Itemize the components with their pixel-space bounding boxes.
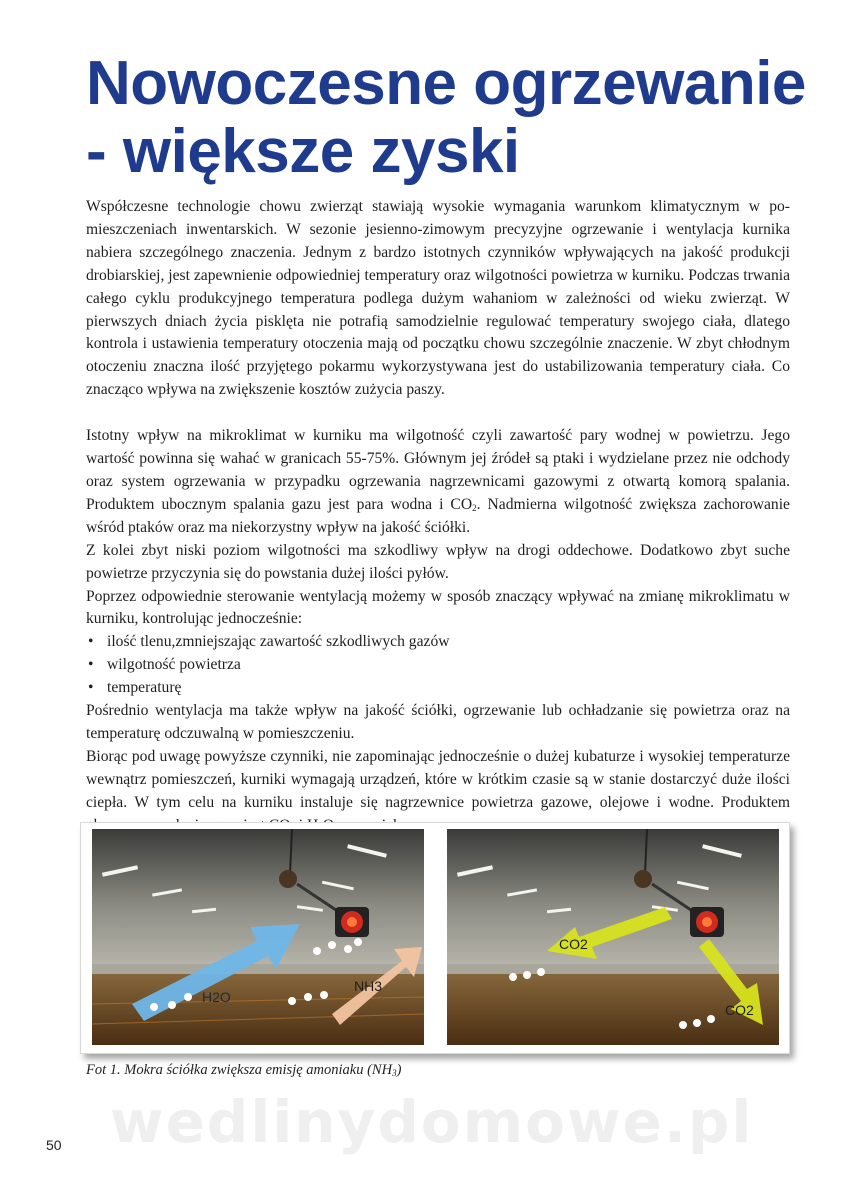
paragraph-4: Poprzez odpowiednie sterowanie wentylacją możemy w sposób znaczący wpływać na zmianę mikroklimatu w kurniku, kontrolując jednocześnie: <box>86 587 790 628</box>
photo-caption <box>86 1062 786 1079</box>
bullet-list <box>86 631 790 700</box>
paragraph-6-part-a: Biorąc pod uwagę powyższe czynniki, nie zapominając jednocześnie o dużej kubaturze i wysokiej temperaturze wewnątrz pomieszczeń, kurniki wymagają urządzeń, które w krótkim czasie są w stanie dostarczyć duże ilości ciepła. W tym celu na kurniku instaluje się nagrzewnice powietrza gazowe, olejowe i wodne. Produktem <box>86 747 790 811</box>
paragraph-3: Z kolei zbyt niski poziom wilgotności ma szkodliwy wpływ na drogi oddechowe. Dodatkowo zbyt suche powietrze przyczynia się do powstania dużej ilości pyłów. <box>86 541 790 582</box>
co2-label-top: CO2 <box>559 936 588 952</box>
paragraph-2 <box>86 425 790 540</box>
co2-label-bottom: CO2 <box>725 1002 754 1018</box>
barn-illustration-right <box>447 829 779 1045</box>
nh3-subscript: 3 <box>392 1068 397 1078</box>
caption-end: ) <box>396 1062 402 1078</box>
barn-illustration-left <box>92 829 424 1045</box>
page-title <box>86 50 806 186</box>
paragraph-2-part-a: Istotny wpływ na mikroklimat w kurniku ma wilgotność czyli zawartość pary wodnej w powietrzu. Jego wartość powinna się wahać w granicach 55-75%. Głównym jej źródeł są ptaki i wydzielane przez nie odchody oraz system ogrzewania w przypadku ogrzewania nagrzewnicami gazowymi z otwartą komorą spalania. Produktem ubocznym spalania gazu jest para wodna i CO <box>86 427 790 513</box>
photo-frame <box>80 822 790 1054</box>
photo-panel-humidity <box>92 829 424 1045</box>
page-number: 50 <box>46 1137 62 1153</box>
article-body <box>86 196 790 837</box>
title-line-2: - większe zyski <box>86 117 520 186</box>
co2-subscript: 2 <box>472 502 477 513</box>
caption-text: Fot 1. Mokra ściółka zwiększa emisję amoniaku (NH <box>86 1062 393 1078</box>
photo-panel-co2 <box>447 829 779 1045</box>
nh3-label: NH3 <box>354 978 383 994</box>
list-item: • ilość tlenu,zmniejszając zawartość szkodliwych gazów <box>86 631 790 654</box>
title-line-1: Nowoczesne ogrzewanie <box>86 49 806 118</box>
list-item: • temperaturę <box>86 677 790 700</box>
paragraph-1: Współczesne technologie chowu zwierząt stawiają wysokie wymagania warunkom klimatycznym w pomieszczeniach inwentarskich. W sezonie jesienno-zimowym precyzyjne ogrzewanie i wentylacja kurnika nabiera szczególnego znaczenia. Jednym z bardzo istotnych czynników wpływających na jakość produkcji drobiarskiej, jest zapewnienie odpowiedniej temperatury oraz wilgotności powietrza w kurniku. Podczas trwania całego cyklu produkcyjnego temperatura podlega dużym wahaniom w zależności od wieku zwierząt. W pierwszych dniach życia pisklęta nie potrafią samodzielnie regulować temperatury swojego ciała, dlatego kontrola i ustawienia temperatury otoczenia mają od początku chowu szczególnie znaczenie. W zbyt chłodnym otoczeniu znaczna ilość przyjętego pokarmu wykorzystywana jest do ustabilizowania temperatury ciała. Co znacząco wpływa na zwiększenie kosztów zużycia paszy. <box>86 198 790 399</box>
paragraph-2-part-b: . Nadmierna wilgotność zwiększa zachorowanie wśród ptaków oraz ma niekorzystny wpływ na jakość ściółki. <box>86 495 790 536</box>
paragraph-5: Pośrednio wentylacja ma także wpływ na jakość ściółki, ogrzewanie lub ochładzanie się powietrza oraz na temperaturę odczuwalną w pomieszczeniu. <box>86 702 790 742</box>
watermark: wedlinydomowe.pl <box>110 1088 754 1156</box>
h2o-label: H2O <box>202 989 231 1005</box>
list-item: • wilgotność powietrza <box>86 654 790 677</box>
